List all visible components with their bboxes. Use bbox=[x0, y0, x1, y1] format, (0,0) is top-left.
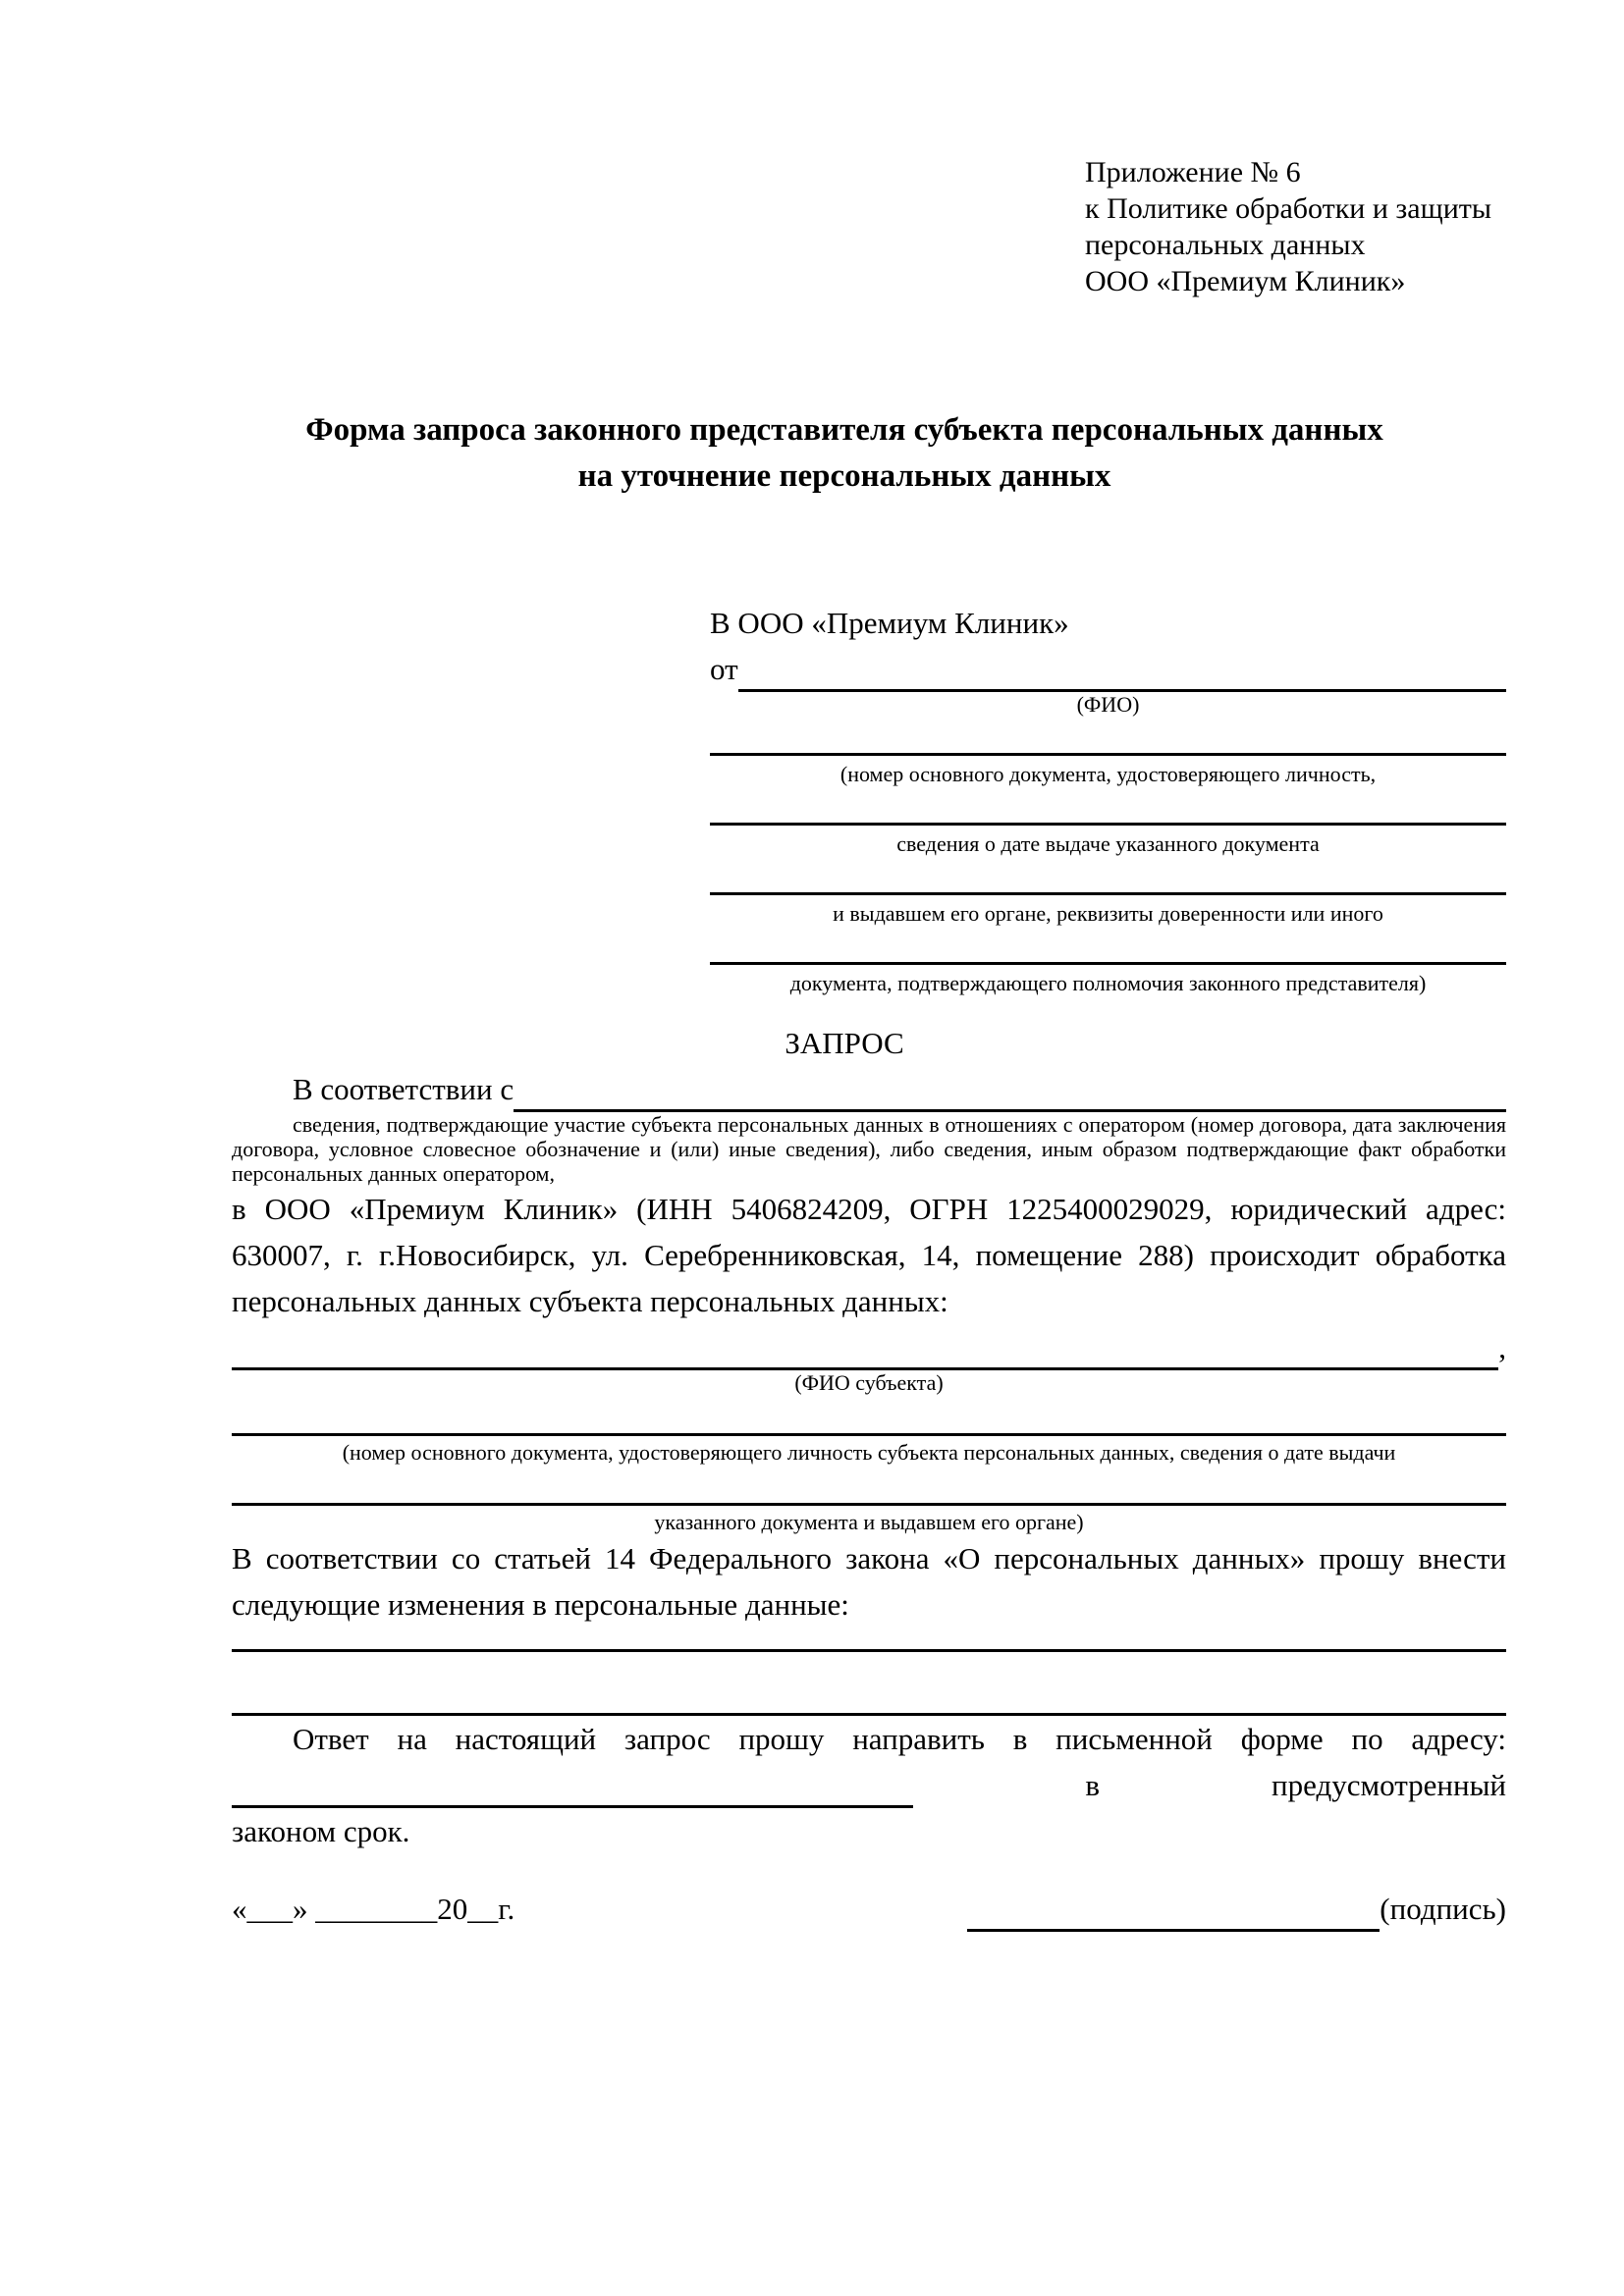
subject-doc-caption: указанного документа и выдавшем его органе) bbox=[654, 1510, 1084, 1534]
fio-caption: (ФИО) bbox=[1076, 692, 1140, 717]
address-blank-line bbox=[232, 1762, 913, 1808]
signature-blank-line bbox=[967, 1886, 1380, 1932]
signature-group bbox=[967, 1886, 1506, 1932]
date-signature-row bbox=[232, 1886, 1506, 1932]
representative-doc-caption: (номер основного документа, удостоверяющего личность, bbox=[839, 762, 1377, 786]
subject-doc-blank-line bbox=[232, 1396, 1506, 1436]
representative-doc-blank-line bbox=[710, 927, 1506, 965]
date-blank: «___» ________20__г. bbox=[232, 1892, 515, 1926]
from-blank-line bbox=[738, 646, 1506, 692]
law-paragraph: В соответствии со статьей 14 Федерального закона «О персональных данных» прошу внести следующие изменения в персональные данные: bbox=[232, 1541, 1506, 1622]
intro-blank-line bbox=[514, 1066, 1506, 1112]
operator-paragraph: в ООО «Премиум Клиник» (ИНН 5406824209, ОГРН 1225400029029, юридический адрес: 630007, г. г.Новосибирск, ул. Серебренниковская, 14, помещение 288) происходит обработка персональных данных субъекта персональных данных: bbox=[232, 1192, 1506, 1318]
intro-footnote: сведения, подтверждающие участие субъекта персональных данных в отношениях с оператором (номер договора, дата заключения договора, условное словесное обозначение и (или) иные сведения), либо сведения, иным образом подтверждающие факт обработки персональных данных оператором, bbox=[232, 1112, 1506, 1186]
appendix-line: Приложение № 6 bbox=[1085, 156, 1301, 188]
subject-fio-blank-line bbox=[232, 1324, 1498, 1370]
appendix-line: персональных данных bbox=[1085, 229, 1366, 261]
from-label: от bbox=[710, 652, 738, 686]
subject-fio-caption: (ФИО субъекта) bbox=[794, 1370, 944, 1395]
subject-doc-caption: (номер основного документа, удостоверяющего личность субъекта персональных данных, сведения о дате выдачи bbox=[342, 1440, 1396, 1465]
form-title-line2: на уточнение персональных данных bbox=[577, 458, 1111, 494]
appendix-line: ООО «Премиум Клиник» bbox=[1085, 265, 1406, 297]
addressee-to: В ООО «Премиум Клиник» bbox=[710, 606, 1069, 640]
intro-label: В соответствии с bbox=[293, 1072, 514, 1106]
representative-doc-caption: сведения о дате выдаче указанного документа bbox=[896, 831, 1320, 856]
representative-doc-blank-line bbox=[710, 718, 1506, 756]
representative-doc-caption: и выдавшем его органе, реквизиты доверенности или иного bbox=[833, 901, 1383, 926]
changes-blank-line bbox=[232, 1652, 1506, 1716]
addressee-block bbox=[710, 600, 1506, 996]
intro-row bbox=[232, 1066, 1506, 1112]
appendix-line: к Политике обработки и защиты bbox=[1085, 192, 1492, 225]
representative-doc-caption: документа, подтверждающего полномочия законного представителя) bbox=[789, 971, 1427, 995]
addressee-from-row bbox=[710, 646, 1506, 692]
form-title-line1: Форма запроса законного представителя субъекта персональных данных bbox=[305, 412, 1383, 448]
subject-doc-blank-line bbox=[232, 1466, 1506, 1506]
request-heading: ЗАПРОС bbox=[785, 1026, 904, 1060]
reply-paragraph-line3: законом срок. bbox=[232, 1814, 410, 1848]
reply-paragraph-line1: Ответ на настоящий запрос прошу направить в письменной форме по адресу: bbox=[293, 1722, 1506, 1756]
appendix-block bbox=[1085, 154, 1506, 299]
subject-fio-row bbox=[232, 1324, 1506, 1370]
reply-word-v: в bbox=[1085, 1768, 1101, 1802]
form-title bbox=[183, 407, 1506, 500]
signature-caption: (подпись) bbox=[1380, 1892, 1506, 1926]
reply-address-row bbox=[232, 1762, 1506, 1808]
representative-doc-blank-line bbox=[710, 787, 1506, 826]
representative-doc-blank-line bbox=[710, 857, 1506, 895]
reply-word-predusmotrenny: предусмотренный bbox=[1272, 1768, 1506, 1802]
subject-fio-comma: , bbox=[1498, 1330, 1506, 1364]
changes-blank-line bbox=[232, 1628, 1506, 1652]
